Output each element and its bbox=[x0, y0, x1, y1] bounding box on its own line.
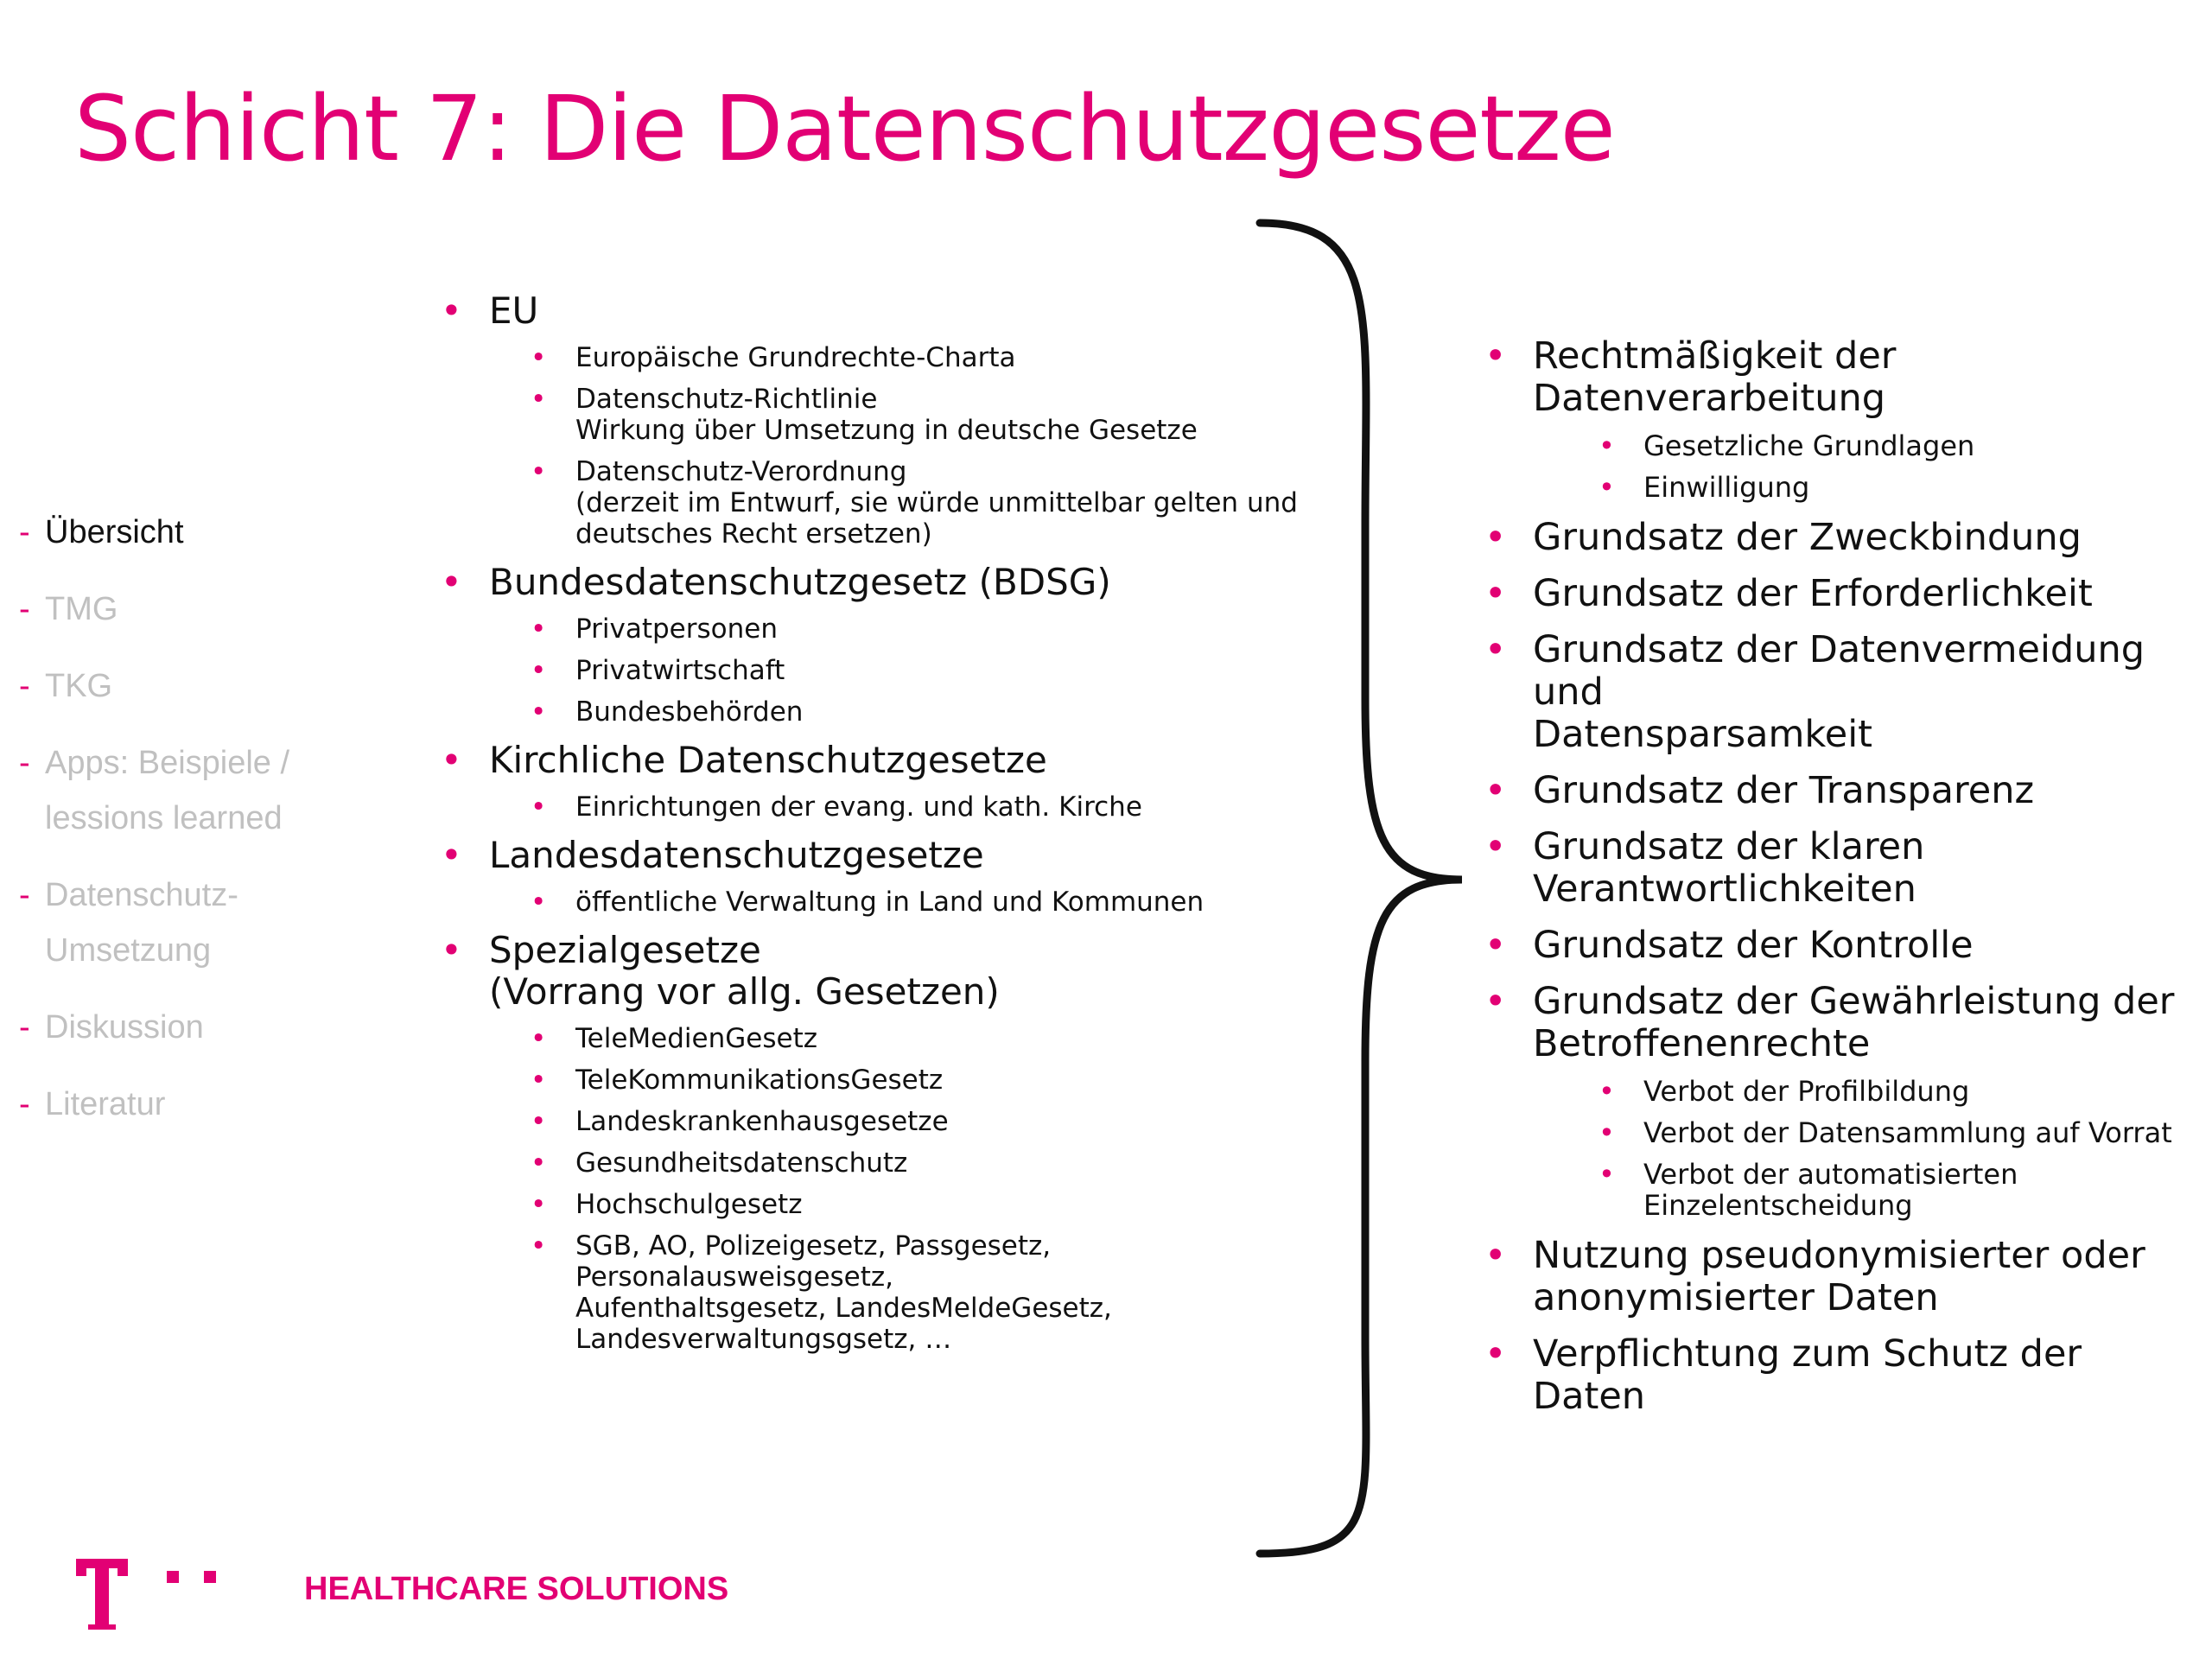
list-item bbox=[441, 835, 1322, 918]
bullet-icon: • bbox=[531, 1023, 547, 1054]
sub-list-item bbox=[489, 456, 1322, 550]
laws-list bbox=[441, 290, 1322, 1355]
bullet-icon: • bbox=[531, 791, 547, 823]
list-item bbox=[441, 562, 1322, 728]
bullet-icon: • bbox=[1484, 628, 1507, 671]
nav-item[interactable] bbox=[19, 505, 330, 560]
nav-item[interactable] bbox=[19, 735, 330, 846]
bullet-icon: • bbox=[531, 456, 547, 487]
bullet-icon: • bbox=[1484, 572, 1507, 615]
list-item-label: Grundsatz der Erforderlichkeit bbox=[1533, 572, 2093, 615]
list-item bbox=[441, 740, 1322, 823]
sub-list-item bbox=[489, 887, 1322, 918]
sub-list bbox=[1533, 430, 2202, 503]
list-item-label: Rechtmäßigkeit der Datenverarbeitung bbox=[1533, 334, 1897, 420]
dash-icon: - bbox=[19, 668, 30, 704]
sub-list-item-label: TeleMedienGesetz bbox=[575, 1023, 817, 1054]
bullet-icon: • bbox=[531, 1230, 547, 1262]
bullet-icon: • bbox=[531, 887, 547, 918]
list-item bbox=[1484, 629, 2202, 756]
list-item-label: Spezialgesetze (Vorrang vor allg. Gesetzen) bbox=[489, 929, 1000, 1013]
dash-icon: - bbox=[19, 877, 30, 913]
sub-list-item-label: öffentliche Verwaltung in Land und Kommunen bbox=[575, 887, 1205, 918]
sub-list-item bbox=[489, 791, 1322, 823]
bullet-icon: • bbox=[531, 696, 547, 728]
list-item-label: Grundsatz der Gewährleistung der Betroffenenrechte bbox=[1533, 980, 2175, 1065]
bullet-icon: • bbox=[1484, 825, 1507, 868]
dash-icon: - bbox=[19, 591, 30, 627]
bullet-icon: • bbox=[531, 1189, 547, 1220]
bullet-icon: • bbox=[1599, 1075, 1615, 1108]
nav-item[interactable] bbox=[19, 658, 330, 714]
sub-list-item-label: Datenschutz-Verordnung (derzeit im Entwurf, sie würde unmittelbar gelten und deutsches Recht ersetzen) bbox=[575, 456, 1298, 550]
sub-list-item-label: Einwilligung bbox=[1643, 471, 1810, 504]
bullet-icon: • bbox=[441, 929, 462, 971]
page-title: Schicht 7: Die Datenschutzgesetze bbox=[74, 76, 1615, 181]
bullet-icon: • bbox=[1484, 980, 1507, 1023]
sub-list-item bbox=[1533, 430, 2202, 461]
sub-list-item bbox=[489, 696, 1322, 728]
bullet-icon: • bbox=[531, 613, 547, 645]
list-item-label: Verpflichtung zum Schutz der Daten bbox=[1533, 1332, 2082, 1418]
sub-list-item bbox=[489, 1023, 1322, 1054]
dash-icon: - bbox=[19, 1086, 30, 1122]
nav-item[interactable] bbox=[19, 1077, 330, 1132]
sub-list-item-label: Privatpersonen bbox=[575, 613, 778, 645]
principles-list bbox=[1484, 335, 2202, 1418]
sub-list-item-label: Gesundheitsdatenschutz bbox=[575, 1147, 908, 1179]
sub-list-item-label: Bundesbehörden bbox=[575, 696, 804, 728]
nav-item-label: Datenschutz- Umsetzung bbox=[45, 877, 238, 969]
bullet-icon: • bbox=[531, 342, 547, 373]
sub-list-item bbox=[489, 1065, 1322, 1096]
sub-list-item bbox=[489, 342, 1322, 373]
sub-list-item bbox=[489, 384, 1322, 446]
dash-icon: - bbox=[19, 1009, 30, 1046]
section-nav bbox=[19, 505, 330, 1154]
list-item bbox=[1484, 1235, 2202, 1319]
bullet-icon: • bbox=[1484, 769, 1507, 812]
list-item-label: Kirchliche Datenschutzgesetze bbox=[489, 739, 1047, 781]
nav-item-label: Literatur bbox=[45, 1086, 166, 1122]
sub-list-item bbox=[489, 613, 1322, 645]
list-item bbox=[1484, 826, 2202, 911]
sub-list-item bbox=[489, 1230, 1322, 1355]
sub-list bbox=[489, 613, 1322, 728]
sub-list-item bbox=[1533, 1076, 2202, 1107]
sub-list bbox=[489, 791, 1322, 823]
bullet-icon: • bbox=[1484, 1234, 1507, 1277]
nav-item-label: TKG bbox=[45, 668, 113, 704]
sub-list-item-label: Hochschulgesetz bbox=[575, 1189, 803, 1220]
sub-list-item-label: SGB, AO, Polizeigesetz, Passgesetz, Personalausweisgesetz, Aufenthaltsgesetz, LandesMeldeGesetz, Landesverwaltungsgsetz, … bbox=[575, 1230, 1112, 1355]
list-item-label: Grundsatz der Transparenz bbox=[1533, 769, 2035, 812]
nav-item-label: Apps: Beispiele / lessions learned bbox=[45, 745, 290, 836]
bullet-icon: • bbox=[1484, 1332, 1507, 1376]
list-item bbox=[1484, 335, 2202, 503]
nav-item-label: Diskussion bbox=[45, 1009, 204, 1046]
sub-list bbox=[1533, 1076, 2202, 1221]
sub-list-item bbox=[489, 1189, 1322, 1220]
bullet-icon: • bbox=[531, 1106, 547, 1137]
nav-item[interactable] bbox=[19, 1000, 330, 1055]
list-item-label: Nutzung pseudonymisierter oder anonymisierter Daten bbox=[1533, 1234, 2145, 1319]
bullet-icon: • bbox=[1599, 1116, 1615, 1149]
sub-list bbox=[489, 887, 1322, 918]
bullet-icon: • bbox=[531, 655, 547, 686]
bullet-icon: • bbox=[1484, 334, 1507, 378]
bullet-icon: • bbox=[531, 384, 547, 415]
sub-list-item-label: Europäische Grundrechte-Charta bbox=[575, 342, 1016, 373]
list-item-label: EU bbox=[489, 289, 539, 332]
dash-icon: - bbox=[19, 745, 30, 781]
list-item-label: Bundesdatenschutzgesetz (BDSG) bbox=[489, 561, 1111, 603]
sub-list-item bbox=[489, 655, 1322, 686]
bullet-icon: • bbox=[531, 1147, 547, 1179]
curly-brace-icon bbox=[1244, 214, 1503, 1562]
sub-list-item bbox=[489, 1147, 1322, 1179]
sub-list-item-label: Verbot der automatisierten Einzelentscheidung bbox=[1643, 1158, 2018, 1222]
list-item bbox=[1484, 925, 2202, 967]
list-item bbox=[1484, 517, 2202, 559]
sub-list-item-label: Privatwirtschaft bbox=[575, 655, 785, 686]
sub-list-item bbox=[1533, 472, 2202, 503]
nav-item[interactable] bbox=[19, 868, 330, 978]
list-item-label: Grundsatz der Kontrolle bbox=[1533, 924, 1974, 967]
bullet-icon: • bbox=[441, 834, 462, 876]
sub-list-item bbox=[489, 1106, 1322, 1137]
sub-list-item bbox=[1533, 1159, 2202, 1221]
sub-list bbox=[489, 342, 1322, 550]
list-item bbox=[441, 290, 1322, 550]
sub-list-item-label: Einrichtungen der evang. und kath. Kirche bbox=[575, 791, 1142, 823]
sub-list-item-label: Verbot der Datensammlung auf Vorrat bbox=[1643, 1116, 2172, 1149]
bullet-icon: • bbox=[1599, 471, 1615, 504]
bullet-icon: • bbox=[441, 289, 462, 332]
list-item bbox=[1484, 573, 2202, 615]
dash-icon: - bbox=[19, 514, 30, 550]
laws-list-column bbox=[441, 290, 1322, 1355]
bullet-icon: • bbox=[441, 739, 462, 781]
sub-list-item-label: Datenschutz-Richtlinie Wirkung über Umsetzung in deutsche Gesetze bbox=[575, 384, 1198, 446]
telekom-logo bbox=[76, 1555, 249, 1637]
list-item bbox=[1484, 981, 2202, 1221]
bullet-icon: • bbox=[441, 561, 462, 603]
list-item-label: Grundsatz der Datenvermeidung und Datensparsamkeit bbox=[1533, 628, 2145, 756]
sub-list-item-label: TeleKommunikationsGesetz bbox=[575, 1065, 944, 1096]
nav-item-label: Übersicht bbox=[45, 514, 184, 550]
brand-text: HEALTHCARE SOLUTIONS bbox=[304, 1571, 729, 1607]
sub-list-item-label: Verbot der Profilbildung bbox=[1643, 1075, 1970, 1108]
sub-list bbox=[489, 1023, 1322, 1355]
list-item bbox=[441, 930, 1322, 1355]
list-item bbox=[1484, 1333, 2202, 1418]
sub-list-item bbox=[1533, 1117, 2202, 1148]
bullet-icon: • bbox=[1484, 924, 1507, 967]
list-item-label: Grundsatz der Zweckbindung bbox=[1533, 516, 2082, 559]
nav-item[interactable] bbox=[19, 582, 330, 637]
list-item bbox=[1484, 770, 2202, 812]
sub-list-item-label: Gesetzliche Grundlagen bbox=[1643, 429, 1975, 462]
list-item-label: Grundsatz der klaren Verantwortlichkeiten bbox=[1533, 825, 1925, 911]
bullet-icon: • bbox=[531, 1065, 547, 1096]
nav-item-label: TMG bbox=[45, 591, 118, 627]
principles-list-column bbox=[1484, 321, 2202, 1418]
list-item-label: Landesdatenschutzgesetze bbox=[489, 834, 984, 876]
bullet-icon: • bbox=[1484, 516, 1507, 559]
sub-list-item-label: Landeskrankenhausgesetze bbox=[575, 1106, 949, 1137]
bullet-icon: • bbox=[1599, 429, 1615, 462]
bullet-icon: • bbox=[1599, 1158, 1615, 1191]
